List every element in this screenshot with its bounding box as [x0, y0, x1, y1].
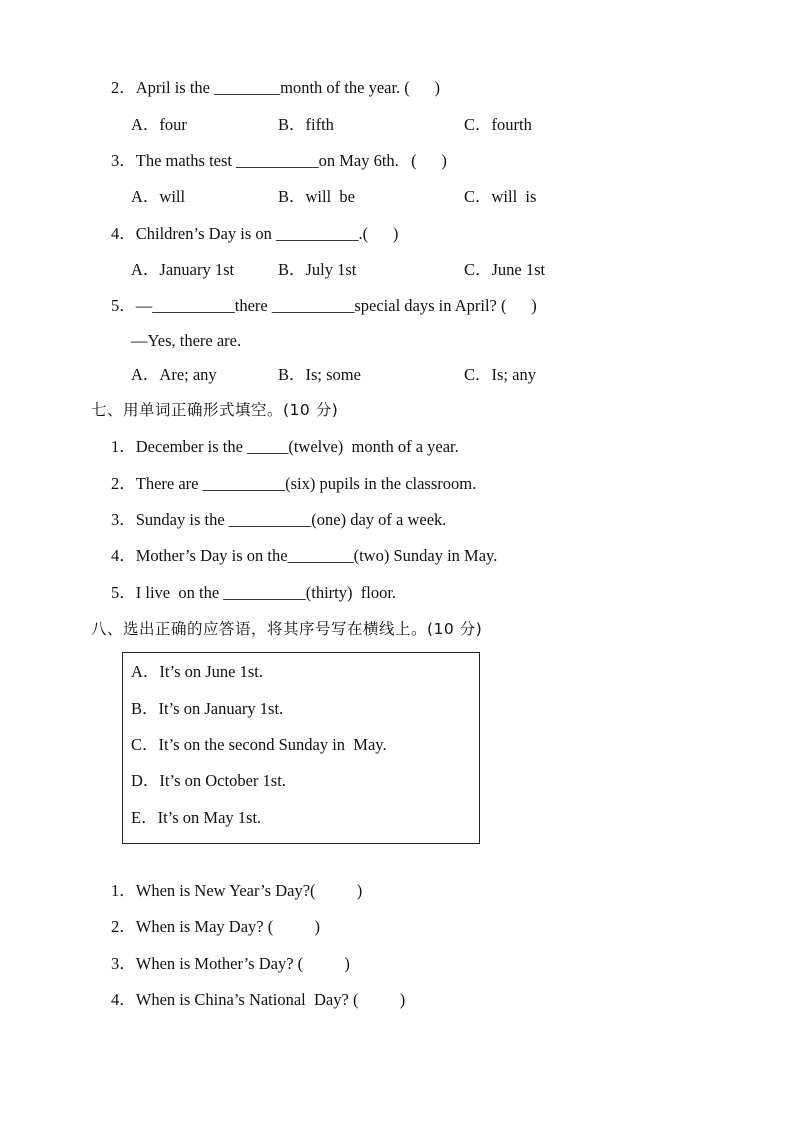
section-8-question-3: 3．When is Mother’s Day? ( )	[111, 954, 350, 973]
section-8-heading: 八、选出正确的应答语，将其序号写在横线上。(10 分)	[91, 620, 483, 638]
section-7-heading: 七、用单词正确形式填空。(10 分)	[91, 401, 339, 419]
answer-choice-b: B．It’s on January 1st.	[131, 699, 284, 718]
question-3-option-b: B．will be	[278, 187, 355, 206]
question-5-option-b: B．Is; some	[278, 365, 361, 384]
answer-choice-d: D．It’s on October 1st.	[131, 771, 286, 790]
answer-choice-e: E．It’s on May 1st.	[131, 808, 262, 827]
question-4-option-a: A．January 1st	[131, 260, 235, 279]
section-7-item-4: 4．Mother’s Day is on the________(two) Sunday in May.	[111, 546, 498, 565]
section-8-question-2: 2．When is May Day? ( )	[111, 917, 320, 936]
question-2: 2．April is the ________month of the year. ( )	[111, 78, 441, 97]
section-7-item-1: 1．December is the _____(twelve) month of a year.	[111, 437, 459, 456]
question-4: 4．Children’s Day is on __________.( )	[111, 224, 399, 243]
answer-choice-c: C．It’s on the second Sunday in May.	[131, 735, 387, 754]
question-3-option-c: C．will is	[464, 187, 537, 206]
question-2-option-b: B．fifth	[278, 115, 334, 134]
section-8-question-1: 1．When is New Year’s Day?( )	[111, 881, 363, 900]
section-7-item-2: 2．There are __________(six) pupils in the classroom.	[111, 474, 477, 493]
question-2-option-a: A．four	[131, 115, 187, 134]
question-5-reply: —Yes, there are.	[131, 331, 242, 350]
answer-choice-a: A．It’s on June 1st.	[131, 662, 263, 681]
question-5: 5．—__________there __________special days in April? ( )	[111, 296, 537, 315]
question-3-option-a: A．will	[131, 187, 186, 206]
question-4-option-b: B．July 1st	[278, 260, 357, 279]
question-4-option-c: C．June 1st	[464, 260, 546, 279]
question-2-option-c: C．fourth	[464, 115, 532, 134]
question-5-option-a: A．Are; any	[131, 365, 217, 384]
section-7-item-5: 5．I live on the __________(thirty) floor.	[111, 583, 397, 602]
section-8-question-4: 4．When is China’s National Day? ( )	[111, 990, 406, 1009]
answer-choices-box	[122, 652, 480, 844]
question-3: 3．The maths test __________on May 6th. ( )	[111, 151, 447, 170]
section-7-item-3: 3．Sunday is the __________(one) day of a week.	[111, 510, 447, 529]
question-5-option-c: C．Is; any	[464, 365, 536, 384]
